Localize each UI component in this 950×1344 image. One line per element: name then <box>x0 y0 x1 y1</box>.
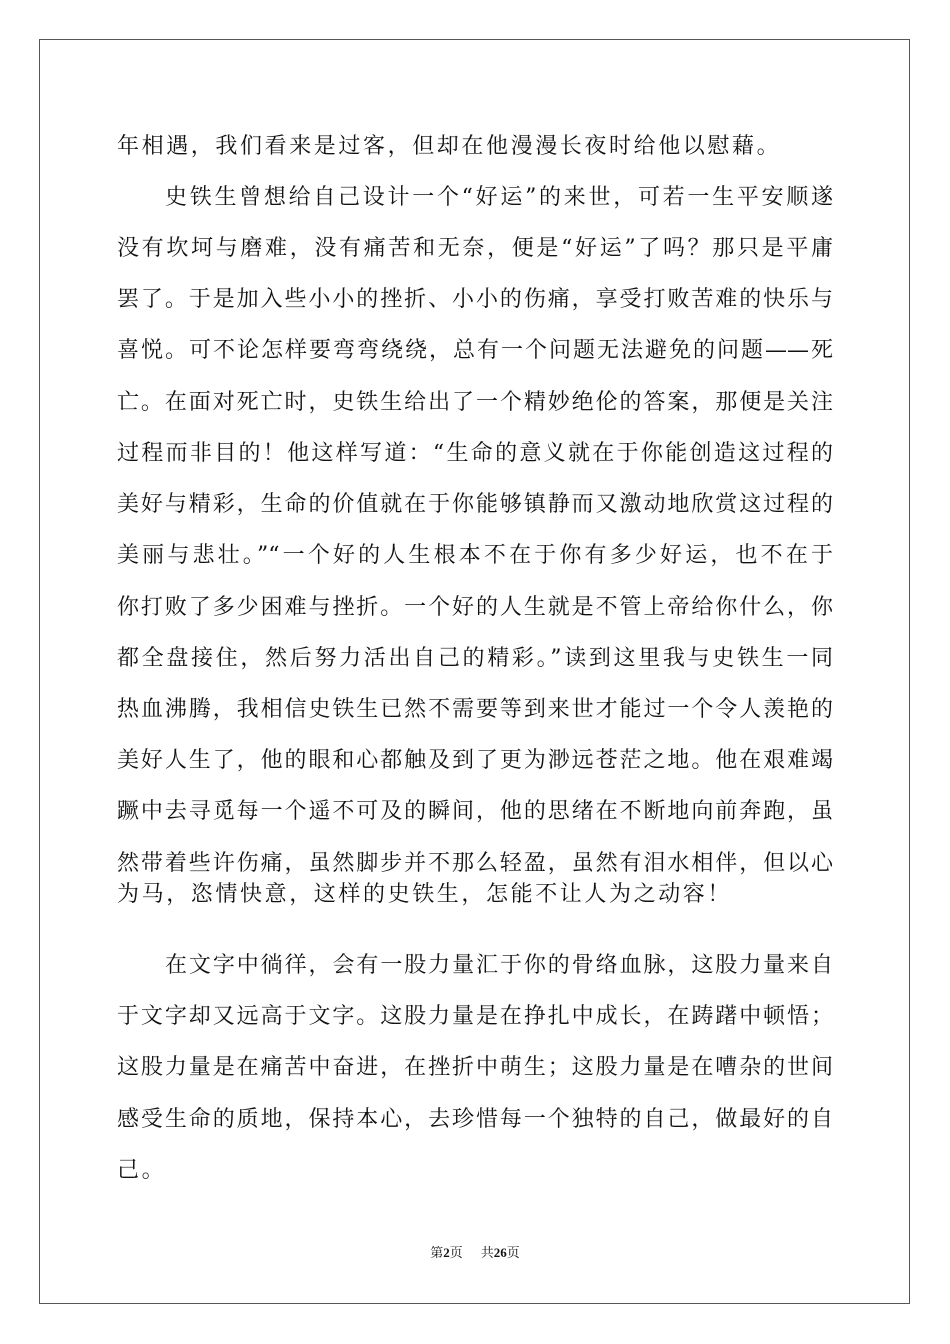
page-number: 2 <box>443 1245 450 1260</box>
text-line: 罢了。于是加入些小小的挫折、小小的伤痛，享受打败苦难的快乐与 <box>117 287 833 312</box>
text-line: 感受生命的质地，保持本心，去珍惜每一个独特的自己，做最好的自 <box>117 1107 833 1132</box>
text-line: 没有坎坷与磨难，没有痛苦和无奈，便是“好运”了吗？那只是平庸 <box>117 236 833 261</box>
text-line: 于文字却又远高于文字。这股力量是在挣扎中成长，在踌躇中顿悟； <box>117 1004 833 1029</box>
text-line: 在文字中徜徉，会有一股力量汇于你的骨络血脉，这股力量来自 <box>165 953 833 978</box>
text-line: 美好人生了，他的眼和心都触及到了更为渺远苍茫之地。他在艰难竭 <box>117 748 833 773</box>
page-suffix: 页 <box>449 1246 463 1261</box>
text-line: 你打败了多少困难与挫折。一个好的人生就是不管上帝给你什么，你 <box>117 595 833 620</box>
total-prefix: 共 <box>480 1246 494 1261</box>
page-prefix: 第 <box>430 1246 444 1261</box>
text-line: 过程而非目的！他这样写道：“生命的意义就在于你能创造这过程的 <box>117 441 833 466</box>
text-line: 己。 <box>117 1158 167 1183</box>
text-line: 都全盘接住，然后努力活出自己的精彩。”读到这里我与史铁生一同 <box>117 646 833 671</box>
text-line: 为马，恣情快意，这样的史铁生，怎能不让人为之动容！ <box>117 882 733 907</box>
text-line: 亡。在面对死亡时，史铁生给出了一个精妙绝伦的答案，那便是关注 <box>117 390 833 415</box>
text-line: 年相遇，我们看来是过客，但却在他漫漫长夜时给他以慰藉。 <box>117 134 782 159</box>
text-line: 美好与精彩，生命的价值就在于你能够镇静而又激动地欣赏这过程的 <box>117 492 833 517</box>
page-footer <box>0 1244 950 1263</box>
text-line: 热血沸腾，我相信史铁生已然不需要等到来世才能过一个令人羡艳的 <box>117 697 833 722</box>
text-line: 喜悦。可不论怎样要弯弯绕绕，总有一个问题无法避免的问题——死 <box>117 338 833 363</box>
text-line: 蹶中去寻觅每一个遥不可及的瞬间，他的思绪在不断地向前奔跑，虽 <box>117 799 833 824</box>
text-line: 史铁生曾想给自己设计一个“好运”的来世，可若一生平安顺遂 <box>165 185 833 210</box>
text-line: 美丽与悲壮。”“一个好的人生根本不在于你有多少好运，也不在于 <box>117 543 833 568</box>
text-line: 然带着些许伤痛，虽然脚步并不那么轻盈，虽然有泪水相伴，但以心 <box>117 851 833 876</box>
total-pages: 26 <box>493 1245 507 1260</box>
total-suffix: 页 <box>506 1246 520 1261</box>
text-line: 这股力量是在痛苦中奋进，在挫折中萌生；这股力量是在嘈杂的世间 <box>117 1055 833 1080</box>
